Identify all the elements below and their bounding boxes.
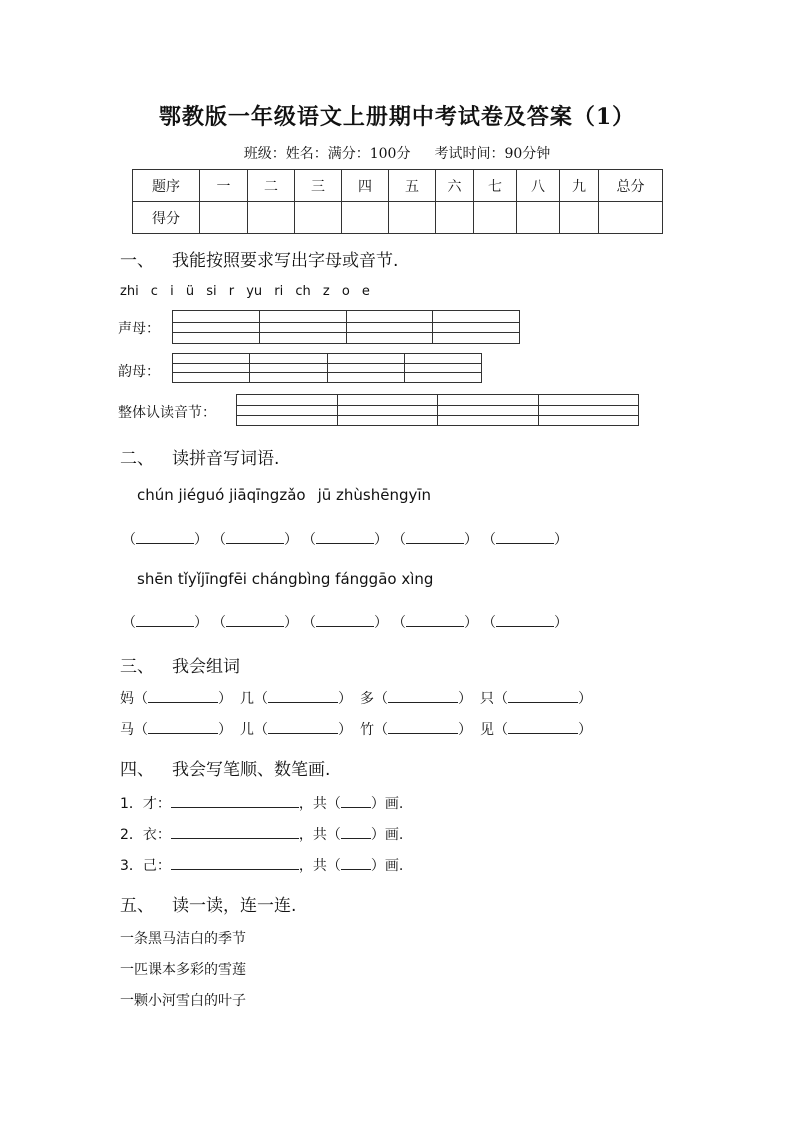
character: 几: [240, 691, 254, 707]
stroke-order-blank[interactable]: [171, 855, 299, 870]
match-line: 一颗小河雪白的叶子: [120, 993, 246, 1009]
score-cell[interactable]: [248, 202, 295, 234]
match-line: 一匹课本多彩的雪莲: [120, 962, 246, 978]
score-header-cell: 八: [517, 170, 560, 202]
answer-row-1: （ ） （ ） （ ） （ ） （ ）: [122, 529, 568, 549]
yunmu-grid[interactable]: [172, 353, 482, 383]
stroke-count-blank[interactable]: [341, 793, 371, 808]
shengmu-label: 声母：: [118, 321, 160, 337]
answer-blank[interactable]: [508, 719, 578, 734]
character: 马: [120, 722, 134, 738]
score-cell[interactable]: [342, 202, 389, 234]
writing-box[interactable]: [328, 354, 405, 382]
score-header-cell: 九: [560, 170, 599, 202]
answer-blank[interactable]: [388, 688, 458, 703]
character: 只: [480, 691, 494, 707]
answer-blank[interactable]: [496, 612, 554, 627]
answer-blank[interactable]: [406, 612, 464, 627]
answer-blank[interactable]: [148, 719, 218, 734]
writing-box[interactable]: [173, 354, 250, 382]
writing-box[interactable]: [405, 354, 481, 382]
match-line: 一条黑马洁白的季节: [120, 931, 246, 947]
score-header-cell: 三: [295, 170, 342, 202]
writing-box[interactable]: [338, 395, 439, 425]
writing-box[interactable]: [250, 354, 327, 382]
writing-box[interactable]: [438, 395, 539, 425]
writing-box[interactable]: [433, 311, 519, 343]
score-table: [132, 169, 663, 234]
stroke-count-blank[interactable]: [341, 855, 371, 870]
pinyin-line-2: shēn tǐyǐjīngfēi chángbìng fánggāo xìng: [137, 570, 434, 588]
answer-blank[interactable]: [388, 719, 458, 734]
exam-time: 考试时间：90分钟: [434, 146, 551, 162]
word-row-1: 妈（ ） 几（ ） 多（ ） 只（ ）: [120, 688, 592, 708]
section-2-heading: 二、 读拼音写词语.: [120, 449, 280, 469]
shengmu-grid[interactable]: [172, 310, 520, 344]
score-header-cell: 七: [474, 170, 517, 202]
score-value-row: [133, 202, 663, 234]
score-cell[interactable]: [599, 202, 663, 234]
score-header-cell: 二: [248, 170, 295, 202]
word-row-2: 马（ ） 儿（ ） 竹（ ） 见（ ）: [120, 719, 592, 739]
score-header-row: [133, 170, 663, 202]
answer-blank[interactable]: [406, 529, 464, 544]
score-cell[interactable]: [389, 202, 436, 234]
answer-blank[interactable]: [136, 612, 194, 627]
score-cell[interactable]: [474, 202, 517, 234]
stroke-item-1: 1．才： ，共（ ）画.: [120, 793, 403, 813]
answer-blank[interactable]: [268, 688, 338, 703]
character: 见: [480, 722, 494, 738]
character: 妈: [120, 691, 134, 707]
zhengti-grid[interactable]: [236, 394, 639, 426]
score-cell[interactable]: [517, 202, 560, 234]
writing-box[interactable]: [539, 395, 639, 425]
stroke-item-2: 2．衣： ，共（ ）画.: [120, 824, 403, 844]
score-header-cell: 六: [436, 170, 474, 202]
writing-box[interactable]: [173, 311, 260, 343]
score-cell[interactable]: [200, 202, 248, 234]
score-header-cell: 一: [200, 170, 248, 202]
score-header-cell: 四: [342, 170, 389, 202]
answer-blank[interactable]: [226, 612, 284, 627]
score-row-label: 得分: [133, 202, 200, 234]
answer-blank[interactable]: [226, 529, 284, 544]
section-1-heading: 一、 我能按照要求写出字母或音节.: [120, 251, 399, 271]
character: 多: [360, 691, 374, 707]
score-header-cell: 总分: [599, 170, 663, 202]
score-cell[interactable]: [560, 202, 599, 234]
stroke-order-blank[interactable]: [171, 793, 299, 808]
answer-blank[interactable]: [268, 719, 338, 734]
exam-info: [0, 143, 794, 163]
score-cell[interactable]: [436, 202, 474, 234]
answer-blank[interactable]: [508, 688, 578, 703]
stroke-order-blank[interactable]: [171, 824, 299, 839]
writing-box[interactable]: [237, 395, 338, 425]
letter-list: zhi c i ü si r yu ri ch z o e: [120, 284, 370, 299]
section-3-heading: 三、 我会组词: [120, 657, 240, 677]
pinyin-line-1: chún jiéguó jiāqīngzǎo jū zhùshēngyīn: [137, 486, 432, 504]
score-header-cell: 题序: [133, 170, 200, 202]
class-name-score: 班级：姓名：满分：100分: [243, 146, 411, 162]
yunmu-label: 韵母：: [118, 364, 160, 380]
answer-blank[interactable]: [496, 529, 554, 544]
section-5-heading: 五、 读一读，连一连.: [120, 896, 297, 916]
score-cell[interactable]: [295, 202, 342, 234]
answer-blank[interactable]: [136, 529, 194, 544]
section-4-heading: 四、 我会写笔顺、数笔画.: [120, 760, 331, 780]
stroke-count-blank[interactable]: [341, 824, 371, 839]
answer-blank[interactable]: [316, 529, 374, 544]
stroke-item-3: 3．己： ，共（ ）画.: [120, 855, 403, 875]
character: 竹: [360, 722, 374, 738]
answer-row-2: （ ） （ ） （ ） （ ） （ ）: [122, 612, 568, 632]
page-title: 鄂教版一年级语文上册期中考试卷及答案（1）: [158, 104, 636, 130]
answer-blank[interactable]: [316, 612, 374, 627]
answer-blank[interactable]: [148, 688, 218, 703]
character: 儿: [240, 722, 254, 738]
zhengti-label: 整体认读音节：: [118, 405, 216, 421]
writing-box[interactable]: [260, 311, 347, 343]
score-header-cell: 五: [389, 170, 436, 202]
writing-box[interactable]: [347, 311, 434, 343]
